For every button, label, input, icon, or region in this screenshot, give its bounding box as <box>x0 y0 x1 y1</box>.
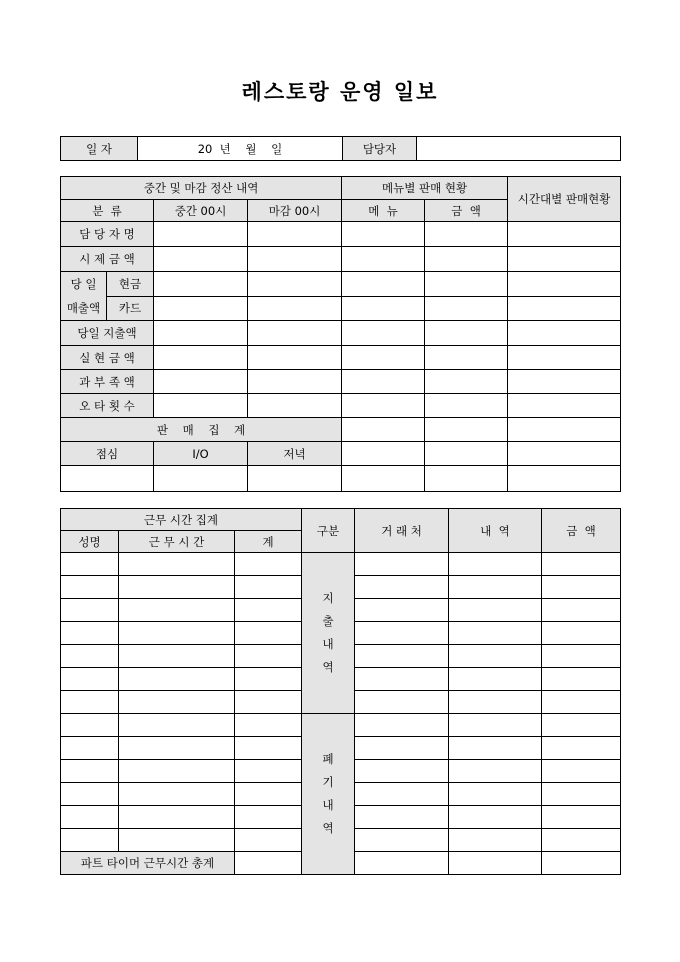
sales-total-label: 판 매 집 계 <box>61 418 342 442</box>
col-amount: 금 액 <box>425 200 508 222</box>
input-cell[interactable] <box>235 599 302 622</box>
input-cell[interactable] <box>119 622 235 645</box>
input-cell[interactable] <box>61 829 119 852</box>
work-time-title: 근무 시간 집계 <box>61 509 302 531</box>
input-cell[interactable] <box>355 553 449 576</box>
input-cell[interactable] <box>542 668 621 691</box>
daily-sales-label-bottom: 매출액 <box>66 301 101 315</box>
input-cell[interactable] <box>425 418 508 442</box>
input-cell[interactable] <box>235 553 302 576</box>
input-cell[interactable] <box>355 806 449 829</box>
row-manager: 담 당 자 명 <box>61 222 154 247</box>
input-cell[interactable] <box>154 272 248 297</box>
input-cell[interactable] <box>449 714 542 737</box>
input-cell[interactable] <box>61 668 119 691</box>
input-cell[interactable] <box>508 296 621 321</box>
input-cell[interactable] <box>235 691 302 714</box>
input-cell[interactable] <box>355 829 449 852</box>
expense-char: 지 <box>322 591 334 605</box>
input-cell[interactable] <box>342 466 425 492</box>
col-io: I/O <box>154 442 248 466</box>
input-cell[interactable] <box>342 370 425 394</box>
disposal-char: 역 <box>322 821 334 835</box>
input-cell[interactable] <box>449 691 542 714</box>
input-cell[interactable] <box>542 806 621 829</box>
input-cell[interactable] <box>355 737 449 760</box>
input-cell[interactable] <box>425 394 508 418</box>
input-cell[interactable] <box>119 806 235 829</box>
input-cell[interactable] <box>154 296 248 321</box>
input-cell[interactable] <box>342 296 425 321</box>
disposal-char: 폐 <box>322 752 334 766</box>
input-cell[interactable] <box>119 829 235 852</box>
row-actual-cash: 실 현 금 액 <box>61 346 154 370</box>
input-cell[interactable] <box>342 442 425 466</box>
input-cell[interactable] <box>119 783 235 806</box>
manager-label: 담당자 <box>343 137 417 161</box>
col-vendor: 거 래 처 <box>355 509 449 553</box>
row-expense: 당일 지출액 <box>61 321 154 346</box>
input-cell[interactable] <box>449 760 542 783</box>
col-mid: 중간 00시 <box>154 200 248 222</box>
col-hours: 근 무 시 간 <box>119 531 235 553</box>
settlement-table <box>60 176 621 492</box>
input-cell[interactable] <box>119 737 235 760</box>
input-cell[interactable] <box>425 466 508 492</box>
input-cell[interactable] <box>449 576 542 599</box>
input-cell[interactable] <box>542 783 621 806</box>
input-cell[interactable] <box>119 668 235 691</box>
input-cell[interactable] <box>248 346 342 370</box>
col-name: 성명 <box>61 531 119 553</box>
hourly-sales-title: 시간대별 판매현황 <box>508 177 621 222</box>
input-cell[interactable] <box>235 783 302 806</box>
input-cell[interactable] <box>355 714 449 737</box>
input-cell[interactable] <box>542 852 621 875</box>
input-cell[interactable] <box>355 852 449 875</box>
work-transaction-table <box>60 508 621 875</box>
input-cell[interactable] <box>61 806 119 829</box>
input-cell[interactable] <box>154 321 248 346</box>
date-field[interactable]: 20 년 월 일 <box>138 137 343 161</box>
input-cell[interactable] <box>449 852 542 875</box>
input-cell[interactable] <box>508 272 621 297</box>
col-close: 마감 00시 <box>248 200 342 222</box>
input-cell[interactable] <box>355 576 449 599</box>
expense-section-label <box>302 553 355 714</box>
disposal-char: 기 <box>322 775 334 789</box>
input-cell[interactable] <box>235 852 302 875</box>
input-cell[interactable] <box>508 442 621 466</box>
input-cell[interactable] <box>449 622 542 645</box>
expense-char: 출 <box>322 614 334 628</box>
input-cell[interactable] <box>449 806 542 829</box>
input-cell[interactable] <box>508 394 621 418</box>
input-cell[interactable] <box>342 321 425 346</box>
input-cell[interactable] <box>235 576 302 599</box>
input-cell[interactable] <box>61 645 119 668</box>
input-cell[interactable] <box>248 370 342 394</box>
input-cell[interactable] <box>61 576 119 599</box>
col-dinner: 저녁 <box>248 442 342 466</box>
date-label: 일 자 <box>61 137 138 161</box>
col-category: 분 류 <box>61 200 154 222</box>
header-table <box>60 136 621 161</box>
input-cell[interactable] <box>61 553 119 576</box>
input-cell[interactable] <box>61 783 119 806</box>
manager-field[interactable] <box>417 137 621 161</box>
input-cell[interactable] <box>61 599 119 622</box>
input-cell[interactable] <box>449 645 542 668</box>
daily-sales-label-top: 당 일 <box>70 277 97 291</box>
row-over-short: 과 부 족 액 <box>61 370 154 394</box>
input-cell[interactable] <box>61 466 154 492</box>
input-cell[interactable] <box>355 783 449 806</box>
input-cell[interactable] <box>449 553 542 576</box>
input-cell[interactable] <box>425 321 508 346</box>
input-cell[interactable] <box>248 272 342 297</box>
input-cell[interactable] <box>154 370 248 394</box>
input-cell[interactable] <box>61 760 119 783</box>
row-cash: 현금 <box>107 272 154 297</box>
page-title: 레스토랑 운영 일보 <box>241 79 439 104</box>
input-cell[interactable] <box>248 394 342 418</box>
input-cell[interactable] <box>355 760 449 783</box>
input-cell[interactable] <box>508 321 621 346</box>
input-cell[interactable] <box>235 760 302 783</box>
input-cell[interactable] <box>342 272 425 297</box>
input-cell[interactable] <box>425 296 508 321</box>
row-card: 카드 <box>107 296 154 321</box>
input-cell[interactable] <box>235 829 302 852</box>
input-cell[interactable] <box>449 783 542 806</box>
input-cell[interactable] <box>508 222 621 247</box>
row-daily-sales <box>61 272 107 321</box>
row-pos-errors: 오 타 횟 수 <box>61 394 154 418</box>
input-cell[interactable] <box>154 222 248 247</box>
disposal-char: 내 <box>322 798 334 812</box>
input-cell[interactable] <box>61 622 119 645</box>
col-lunch: 점심 <box>61 442 154 466</box>
input-cell[interactable] <box>61 714 119 737</box>
input-cell[interactable] <box>425 346 508 370</box>
input-cell[interactable] <box>235 806 302 829</box>
input-cell[interactable] <box>449 737 542 760</box>
input-cell[interactable] <box>235 714 302 737</box>
input-cell[interactable] <box>542 760 621 783</box>
input-cell[interactable] <box>425 370 508 394</box>
input-cell[interactable] <box>248 321 342 346</box>
input-cell[interactable] <box>508 346 621 370</box>
input-cell[interactable] <box>154 466 248 492</box>
input-cell[interactable] <box>355 645 449 668</box>
input-cell[interactable] <box>542 714 621 737</box>
input-cell[interactable] <box>235 622 302 645</box>
input-cell[interactable] <box>119 645 235 668</box>
col-detail: 내 역 <box>449 509 542 553</box>
input-cell[interactable] <box>154 346 248 370</box>
input-cell[interactable] <box>154 394 248 418</box>
input-cell[interactable] <box>235 737 302 760</box>
input-cell[interactable] <box>425 442 508 466</box>
input-cell[interactable] <box>355 668 449 691</box>
input-cell[interactable] <box>355 622 449 645</box>
input-cell[interactable] <box>61 691 119 714</box>
col-menu: 메 뉴 <box>342 200 425 222</box>
input-cell[interactable] <box>355 691 449 714</box>
input-cell[interactable] <box>248 466 342 492</box>
input-cell[interactable] <box>235 645 302 668</box>
col-type: 구분 <box>302 509 355 553</box>
input-cell[interactable] <box>542 599 621 622</box>
input-cell[interactable] <box>425 222 508 247</box>
input-cell[interactable] <box>119 599 235 622</box>
part-timer-total-label: 파트 타이머 근무시간 총계 <box>61 852 235 875</box>
input-cell[interactable] <box>248 222 342 247</box>
input-cell[interactable] <box>449 599 542 622</box>
input-cell[interactable] <box>508 247 621 272</box>
input-cell[interactable] <box>342 346 425 370</box>
input-cell[interactable] <box>342 418 425 442</box>
input-cell[interactable] <box>508 370 621 394</box>
input-cell[interactable] <box>542 622 621 645</box>
input-cell[interactable] <box>119 553 235 576</box>
input-cell[interactable] <box>542 737 621 760</box>
input-cell[interactable] <box>425 247 508 272</box>
input-cell[interactable] <box>235 668 302 691</box>
input-cell[interactable] <box>449 829 542 852</box>
input-cell[interactable] <box>542 691 621 714</box>
input-cell[interactable] <box>61 737 119 760</box>
input-cell[interactable] <box>119 691 235 714</box>
input-cell[interactable] <box>449 668 542 691</box>
input-cell[interactable] <box>542 645 621 668</box>
input-cell[interactable] <box>342 394 425 418</box>
input-cell[interactable] <box>542 829 621 852</box>
input-cell[interactable] <box>119 714 235 737</box>
input-cell[interactable] <box>248 247 342 272</box>
settlement-title: 중간 및 마감 정산 내역 <box>61 177 342 200</box>
input-cell[interactable] <box>154 247 248 272</box>
input-cell[interactable] <box>508 466 621 492</box>
input-cell[interactable] <box>342 247 425 272</box>
input-cell[interactable] <box>355 599 449 622</box>
disposal-section-label <box>302 714 355 875</box>
input-cell[interactable] <box>119 576 235 599</box>
col-txn-amount: 금 액 <box>542 509 621 553</box>
input-cell[interactable] <box>542 576 621 599</box>
input-cell[interactable] <box>342 222 425 247</box>
menu-sales-title: 메뉴별 판매 현황 <box>342 177 508 200</box>
row-cash-on-hand: 시 제 금 액 <box>61 247 154 272</box>
input-cell[interactable] <box>508 418 621 442</box>
input-cell[interactable] <box>425 272 508 297</box>
expense-char: 내 <box>322 637 334 651</box>
col-total: 계 <box>235 531 302 553</box>
expense-char: 역 <box>322 660 334 674</box>
input-cell[interactable] <box>248 296 342 321</box>
input-cell[interactable] <box>542 553 621 576</box>
input-cell[interactable] <box>119 760 235 783</box>
